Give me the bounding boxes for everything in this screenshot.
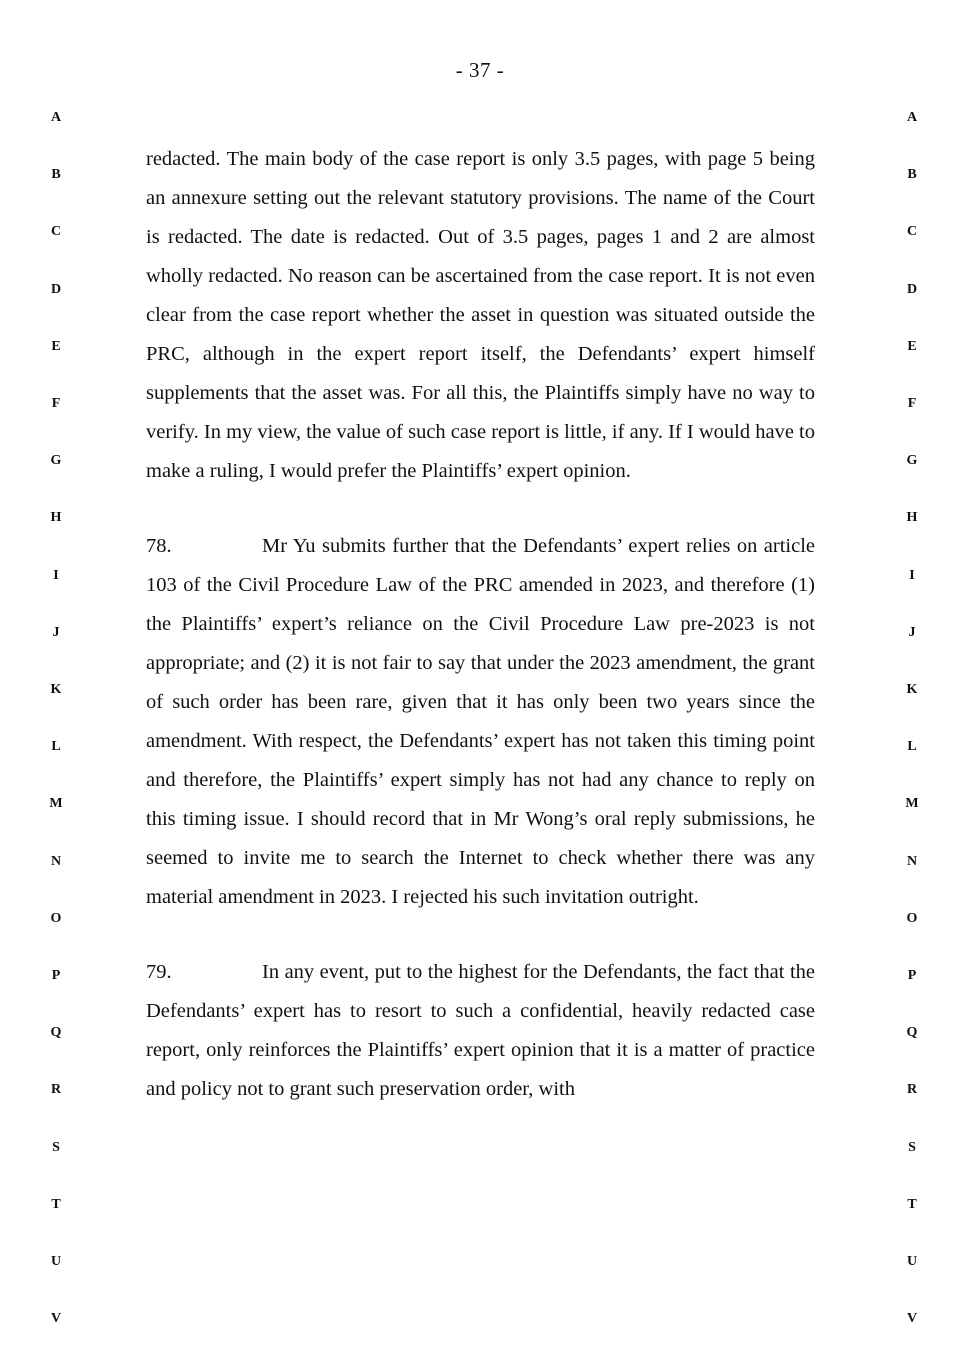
margin-letter-right: D xyxy=(906,282,918,297)
margin-letter-left: N xyxy=(50,854,62,869)
margin-letter-right: I xyxy=(909,568,915,583)
margin-letter-right: U xyxy=(906,1254,918,1269)
left-margin-letters xyxy=(44,0,68,1358)
paragraph-text: In any event, put to the highest for the Defendants, the fact that the Defendants’ expert has to resort to such a confidential, heavily redacted case report, only reinforces the Plaintiffs’ expert opinion that it is a matter of practice and policy not to grant such preservation order, with xyxy=(146,961,815,1100)
margin-letter-left: F xyxy=(51,396,61,411)
paragraph-79 xyxy=(146,953,815,1109)
page-number: - 37 - xyxy=(455,58,505,82)
margin-letter-right: A xyxy=(906,110,918,125)
margin-letter-right: S xyxy=(908,1140,916,1155)
right-margin-letters xyxy=(900,0,924,1358)
margin-letter-right: G xyxy=(906,453,918,468)
margin-letter-left: O xyxy=(50,911,62,926)
paragraph-continued xyxy=(146,140,815,491)
margin-letter-left: J xyxy=(52,625,60,640)
margin-letter-left: K xyxy=(50,682,62,697)
paragraph-text: Mr Yu submits further that the Defendants’ expert relies on article 103 of the Civil Procedure Law of the PRC amended in 2023, and therefore (1) the Plaintiffs’ expert’s reliance on the Civil Procedure Law pre-2023 is not appropriate; and (2) it is not fair to say that under the 2023 amendment, the grant of such order has been rare, given that it has only been two years since the amendment. With respect, the Defendants’ expert has not taken this timing point and therefore, the Plaintiffs’ expert simply has not had any chance to reply on this timing issue. I should record that in Mr Wong’s oral reply submissions, he seemed to invite me to search the Internet to check whether there was any material amendment in 2023. I rejected his such invitation outright. xyxy=(146,535,815,908)
paragraph-text: redacted. The main body of the case report is only 3.5 pages, with page 5 being an annexure setting out the relevant statutory provisions. The name of the Court is redacted. The date is redacted. Out of 3.5 pages, pages 1 and 2 are almost wholly redacted. No reason can be ascertained from the case report. It is not even clear from the case report whether the asset in question was situated outside the PRC, although in the expert report itself, the Defendants’ expert himself supplements that the asset was. For all this, the Plaintiffs simply have no way to verify. In my view, the value of such case report is little, if any. If I would have to make a ruling, I would prefer the Plaintiffs’ expert opinion. xyxy=(146,148,815,482)
margin-letter-left: D xyxy=(50,282,62,297)
margin-letter-right: F xyxy=(907,396,917,411)
margin-letter-left: I xyxy=(53,568,59,583)
margin-letter-left: Q xyxy=(50,1025,62,1040)
margin-letter-left: R xyxy=(50,1082,62,1097)
margin-letter-left: L xyxy=(51,739,61,754)
margin-letter-left: B xyxy=(51,167,61,182)
paragraph-number: 78. xyxy=(146,535,172,557)
margin-letter-right: Q xyxy=(906,1025,918,1040)
margin-letter-right: L xyxy=(907,739,917,754)
margin-letter-right: M xyxy=(905,796,919,811)
paragraph-78 xyxy=(146,527,815,917)
document-body xyxy=(146,140,815,1109)
margin-letter-left: V xyxy=(50,1311,62,1326)
margin-letter-right: T xyxy=(907,1197,917,1212)
margin-letter-right: O xyxy=(906,911,918,926)
margin-letter-right: V xyxy=(906,1311,918,1326)
margin-letter-left: A xyxy=(50,110,62,125)
margin-letter-left: M xyxy=(49,796,63,811)
paragraph-number: 79. xyxy=(146,961,172,983)
margin-letter-right: K xyxy=(906,682,918,697)
margin-letter-right: C xyxy=(906,224,918,239)
margin-letter-right: N xyxy=(906,854,918,869)
margin-letter-left: C xyxy=(50,224,62,239)
margin-letter-right: H xyxy=(906,510,918,525)
margin-letter-right: P xyxy=(907,968,917,983)
margin-letter-left: U xyxy=(50,1254,62,1269)
margin-letter-right: B xyxy=(907,167,917,182)
margin-letter-left: H xyxy=(50,510,62,525)
margin-letter-right: J xyxy=(908,625,916,640)
margin-letter-left: P xyxy=(51,968,61,983)
margin-letter-left: E xyxy=(51,339,61,354)
margin-letter-left: G xyxy=(50,453,62,468)
margin-letter-left: T xyxy=(51,1197,61,1212)
margin-letter-right: R xyxy=(906,1082,918,1097)
margin-letter-left: S xyxy=(52,1140,60,1155)
margin-letter-right: E xyxy=(907,339,917,354)
